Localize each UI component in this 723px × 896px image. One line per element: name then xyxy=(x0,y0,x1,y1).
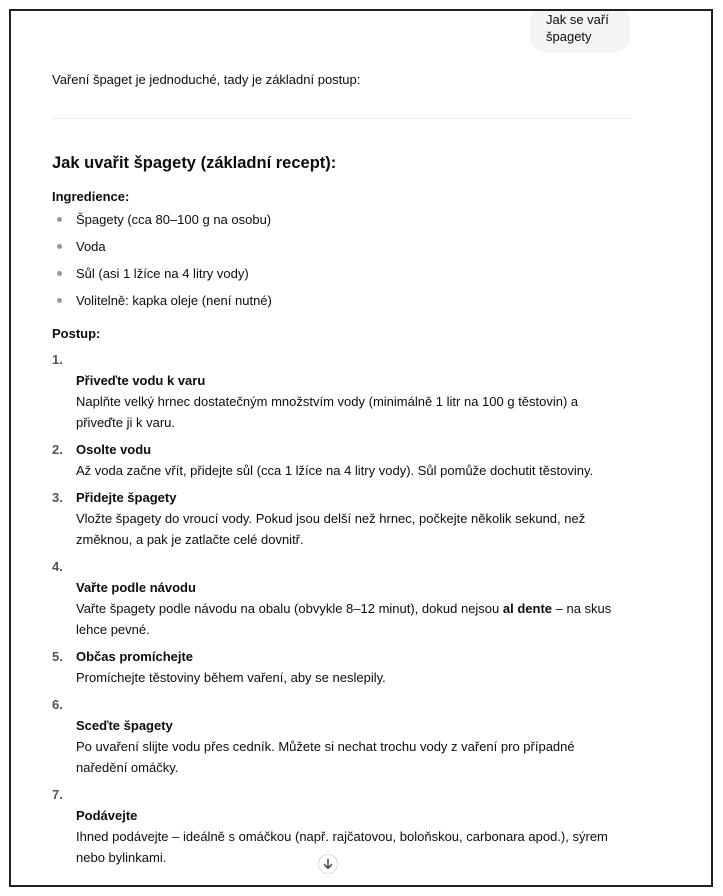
step-title: Osolte vodu xyxy=(76,442,152,457)
step-title: Přiveďte vodu k varu xyxy=(76,373,206,388)
list-item xyxy=(52,209,272,236)
ingredient-text: Sůl (asi 1 lžíce na 4 litry vody) xyxy=(76,266,249,281)
ingredient-text: Špagety (cca 80–100 g na osobu) xyxy=(76,212,272,227)
step-body-text: – na skus lehce pevné. xyxy=(76,601,612,637)
bullet-dot-icon xyxy=(57,217,62,222)
step-number: 3. xyxy=(52,490,63,505)
user-message-bubble: Jak se vaří špagety xyxy=(530,9,630,53)
step-number: 2. xyxy=(52,442,63,457)
step-body: Po uvaření slijte vodu přes cedník. Můžete si nechat trochu vody z vaření pro případné naředění omáčky. xyxy=(76,739,575,775)
ingredients-label: Ingredience: xyxy=(52,189,130,204)
step-number: 6. xyxy=(52,697,63,712)
step-body: Naplňte velký hrnec dostatečným množstvím vody (minimálně 1 litr na 100 g těstovin) a přiveďte ji k varu. xyxy=(76,394,579,430)
step-number: 4. xyxy=(52,559,63,574)
step-title: Občas promíchejte xyxy=(76,649,194,664)
list-item xyxy=(52,290,272,317)
step-number: 7. xyxy=(52,787,63,802)
arrow-down-icon xyxy=(322,858,334,870)
bullet-dot-icon xyxy=(57,244,62,249)
list-item xyxy=(52,236,272,263)
ingredients-list xyxy=(52,209,272,317)
step-title: Sceďte špagety xyxy=(76,718,173,733)
step-title: Vařte podle návodu xyxy=(76,580,196,595)
recipe-heading: Jak uvařit špagety (základní recept): xyxy=(52,154,337,172)
step-body: Vložte špagety do vroucí vody. Pokud jsou delší než hrnec, počkejte několik sekund, než změknou, a pak je zatlačte celé dovnitř. xyxy=(76,511,586,547)
step-body: Až voda začne vřít, přidejte sůl (cca 1 lžíce na 4 litry vody). Sůl pomůže dochutit těstoviny. xyxy=(76,463,594,478)
list-item xyxy=(52,263,272,290)
bullet-dot-icon xyxy=(57,298,62,303)
assistant-intro: Vaření špaget je jednoduché, tady je základní postup: xyxy=(52,72,361,87)
step-body-text: Vařte špagety podle návodu na obalu (obvykle 8–12 minut), dokud nejsou xyxy=(76,601,503,616)
ingredient-text: Voda xyxy=(76,239,106,254)
step-title: Přidejte špagety xyxy=(76,490,177,505)
chat-window xyxy=(9,9,713,887)
step-number: 1. xyxy=(52,352,63,367)
step-title: Podávejte xyxy=(76,808,138,823)
procedure-label: Postup: xyxy=(52,326,101,341)
step-body xyxy=(76,598,628,640)
divider xyxy=(52,118,630,119)
step-body: Ihned podávejte – ideálně s omáčkou (např. rajčatovou, boloňskou, carbonara apod.), sýrem nebo bylinkami. xyxy=(76,829,608,865)
step-body: Promíchejte těstoviny během vaření, aby se neslepily. xyxy=(76,670,386,685)
step-body-emphasis: al dente xyxy=(502,601,553,616)
ingredient-text: Volitelně: kapka oleje (není nutné) xyxy=(76,293,272,308)
bullet-dot-icon xyxy=(57,271,62,276)
scroll-down-button[interactable] xyxy=(318,854,338,874)
step-number: 5. xyxy=(52,649,63,664)
